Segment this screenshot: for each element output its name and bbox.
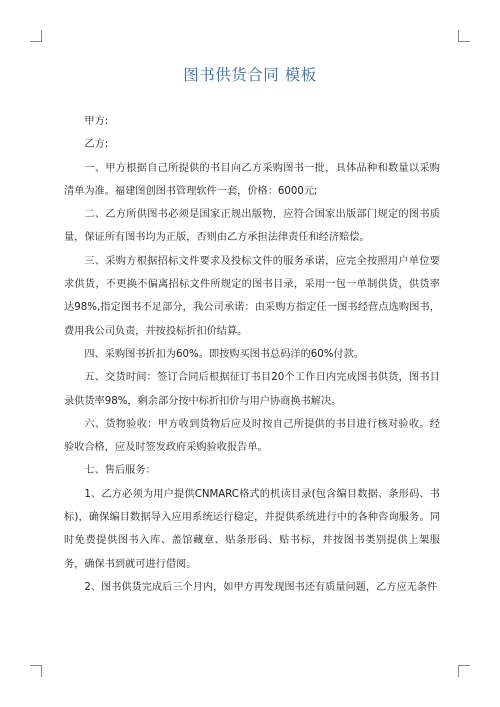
- clause-1: 一、甲方根据自己所提供的书目向乙方采购图书一批，具体品种和数量以采购清单为准。福建图创图书管理软件一套，价格：6000元;: [64, 162, 440, 197]
- party-a-line: 甲方:: [84, 116, 109, 127]
- service-item-2: 2、图书供货完成后三个月内，如甲方再发现图书还有质量问题，乙方应无条件: [84, 581, 438, 593]
- clause-4: 四、采购图书折扣为60%。即按购买图书总码洋的60%付款。: [84, 348, 364, 360]
- service-item-1: 1、乙方必须为用户提供CNMARC格式的机读目录(包含编目数据、条形码、书标)，确保编目数据导入应用系统运行稳定，并提供系统进行中的各种咨询服务。同时免费提供图书入库、盖馆藏章、贴条形码、贴书标，并按图书类别提供上架服务，确保书到就可进行借阅。: [64, 488, 440, 570]
- clause-6: 六、货物验收：甲方收到货物后应及时按自己所提供的书目进行核对验收。经验收合格，应及时签发政府采购验收报告单。: [64, 418, 440, 454]
- document-body: [64, 110, 440, 599]
- crop-mark-top-left: [30, 30, 42, 42]
- clause-2: 二、乙方所供图书必须是国家正规出版物，应符合国家出版部门规定的图书质量，保证所有图书均为正版，否则由乙方承担法律责任和经济赔偿。: [64, 209, 440, 244]
- clause-3: 三、采购方根据招标文件要求及投标文件的服务承诺，应完全按照用户单位要求供货，不更换不偏离招标文件所规定的图书目录，采用一包一单制供货，供货率达98%,指定图书不足部分，我公司承诺：由采购方指定任一图书经营点选购图书，费用我公司负责，并按投标折扣价结算。: [64, 255, 440, 337]
- clause-5: 五、交货时间：签订合同后根据征订书目20个工作日内完成图书供货，图书目录供货率98%，剩余部分按中标折扣价与用户协商换书解决。: [64, 372, 440, 407]
- crop-mark-top-right: [458, 30, 470, 42]
- crop-mark-bottom-left: [30, 665, 42, 677]
- party-b-line: 乙方:: [84, 139, 109, 151]
- crop-mark-bottom-right: [458, 665, 470, 677]
- clause-7-heading: 七、售后服务：: [84, 465, 156, 477]
- document-title: 图书供货合同 模板: [183, 66, 317, 84]
